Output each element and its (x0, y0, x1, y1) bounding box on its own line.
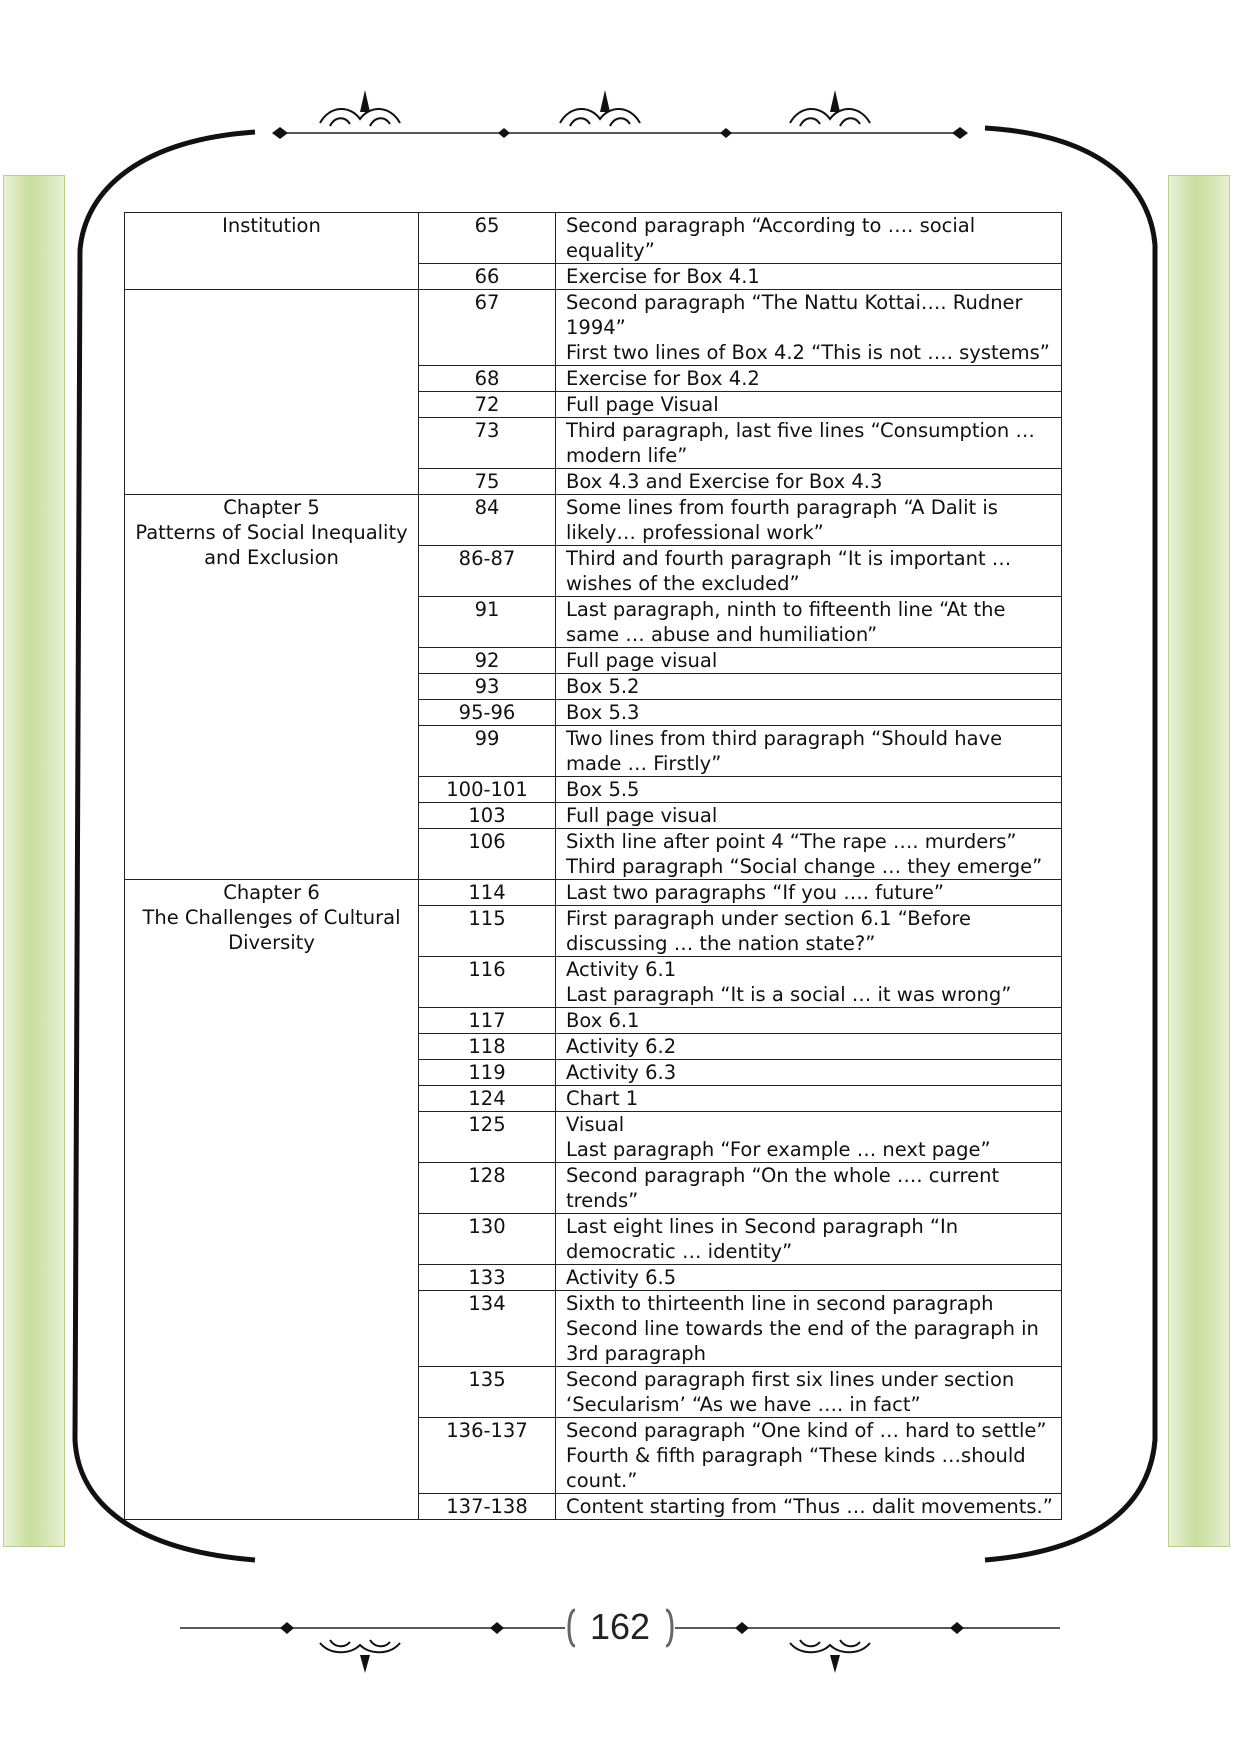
page-cell: 68 (419, 366, 556, 392)
description-cell (556, 366, 1062, 392)
chapter-line: Chapter 6 (223, 881, 320, 904)
description-cell (556, 392, 1062, 418)
page-cell: 116 (419, 957, 556, 1008)
chapter-line: Chapter 5 (223, 496, 320, 519)
description-line: Third paragraph “Social change … they emerge” (566, 855, 1043, 878)
table-row (125, 880, 1062, 906)
description-line: Full page visual (566, 649, 718, 672)
description-line: Sixth line after point 4 “The rape …. murders” (566, 830, 1017, 853)
description-cell (556, 469, 1062, 495)
description-cell (556, 648, 1062, 674)
page-cell: 73 (419, 418, 556, 469)
page-cell: 136-137 (419, 1418, 556, 1494)
description-line: Second paragraph “On the whole …. current (566, 1164, 1000, 1187)
description-line: Content starting from “Thus … dalit movements.” (566, 1495, 1053, 1518)
chapter-line: Institution (222, 214, 321, 237)
description-line: Chart 1 (566, 1087, 639, 1110)
description-line: Full page Visual (566, 393, 719, 416)
top-ornament-icon (272, 90, 968, 139)
chapter-cell (125, 495, 419, 880)
description-cell (556, 290, 1062, 366)
page-cell: 117 (419, 1008, 556, 1034)
description-cell (556, 700, 1062, 726)
description-line: Third paragraph, last five lines “Consumption … (566, 419, 1035, 442)
description-line: Last paragraph, ninth to fifteenth line “At the (566, 598, 1006, 621)
page-cell: 130 (419, 1214, 556, 1265)
description-line: Fourth & fifth paragraph “These kinds …should (566, 1444, 1026, 1467)
page-cell: 106 (419, 829, 556, 880)
description-line: equality” (566, 239, 655, 262)
description-line: Exercise for Box 4.2 (566, 367, 760, 390)
description-cell (556, 726, 1062, 777)
page-cell: 119 (419, 1060, 556, 1086)
content-table (124, 212, 1062, 1520)
table-row (125, 213, 1062, 264)
description-line: Box 5.5 (566, 778, 640, 801)
description-cell (556, 829, 1062, 880)
description-line: Activity 6.5 (566, 1266, 677, 1289)
description-cell (556, 1494, 1062, 1520)
description-line: democratic … identity” (566, 1240, 793, 1263)
description-cell (556, 1112, 1062, 1163)
description-cell (556, 906, 1062, 957)
page-cell: 72 (419, 392, 556, 418)
description-line: Activity 6.1 (566, 958, 677, 981)
description-cell (556, 957, 1062, 1008)
description-line: discussing … the nation state?” (566, 932, 876, 955)
chapter-line: Diversity (228, 931, 315, 954)
description-cell (556, 1163, 1062, 1214)
table-row (125, 495, 1062, 546)
description-line: Second paragraph “According to …. social (566, 214, 976, 237)
page-cell: 92 (419, 648, 556, 674)
page-cell: 124 (419, 1086, 556, 1112)
page-cell: 66 (419, 264, 556, 290)
description-line: Box 5.2 (566, 675, 640, 698)
chapter-line: The Challenges of Cultural (142, 906, 401, 929)
description-line: Box 4.3 and Exercise for Box 4.3 (566, 470, 883, 493)
description-line: Exercise for Box 4.1 (566, 265, 760, 288)
description-cell (556, 1214, 1062, 1265)
chapter-cell (125, 290, 419, 495)
description-line: Last eight lines in Second paragraph “In (566, 1215, 959, 1238)
description-cell (556, 1086, 1062, 1112)
description-line: Activity 6.3 (566, 1061, 677, 1084)
page-cell: 115 (419, 906, 556, 957)
description-line: Sixth to thirteenth line in second paragraph (566, 1292, 994, 1315)
description-line: ‘Secularism’ “As we have …. in fact” (566, 1393, 921, 1416)
description-line: Activity 6.2 (566, 1035, 677, 1058)
description-cell (556, 803, 1062, 829)
description-cell (556, 495, 1062, 546)
page-cell: 128 (419, 1163, 556, 1214)
page-cell: 95-96 (419, 700, 556, 726)
description-cell (556, 1265, 1062, 1291)
description-line: modern life” (566, 444, 688, 467)
description-line: count.” (566, 1469, 638, 1492)
description-line: 1994” (566, 316, 626, 339)
page-cell: 100-101 (419, 777, 556, 803)
page-cell: 133 (419, 1265, 556, 1291)
description-line: Two lines from third paragraph “Should have (566, 727, 1003, 750)
description-line: Third and fourth paragraph “It is important … (566, 547, 1012, 570)
description-line: 3rd paragraph (566, 1342, 707, 1365)
description-cell (556, 1060, 1062, 1086)
description-line: Second paragraph “The Nattu Kottai…. Rudner (566, 291, 1023, 314)
description-line: Last two paragraphs “If you …. future” (566, 881, 945, 904)
description-line: same … abuse and humiliation” (566, 623, 878, 646)
chapter-cell (125, 880, 419, 1520)
chapter-line: and Exclusion (204, 546, 339, 569)
page-cell: 135 (419, 1367, 556, 1418)
chapter-line: Patterns of Social Inequality (135, 521, 408, 544)
page-cell: 118 (419, 1034, 556, 1060)
description-cell (556, 1034, 1062, 1060)
description-cell (556, 1367, 1062, 1418)
description-line: Some lines from fourth paragraph “A Dalit is (566, 496, 998, 519)
description-line: Box 5.3 (566, 701, 640, 724)
description-cell (556, 1291, 1062, 1367)
description-cell (556, 777, 1062, 803)
page-cell: 65 (419, 213, 556, 264)
page-cell: 86-87 (419, 546, 556, 597)
description-line: Second paragraph “One kind of … hard to settle” (566, 1419, 1047, 1442)
page-cell: 91 (419, 597, 556, 648)
description-line: Second line towards the end of the paragraph in (566, 1317, 1039, 1340)
page-cell: 125 (419, 1112, 556, 1163)
description-cell (556, 1418, 1062, 1494)
page-cell: 137-138 (419, 1494, 556, 1520)
description-line: likely… professional work” (566, 521, 824, 544)
page-cell: 134 (419, 1291, 556, 1367)
content-table-body (125, 213, 1062, 1520)
description-line: Box 6.1 (566, 1009, 640, 1032)
description-cell (556, 213, 1062, 264)
page-cell: 84 (419, 495, 556, 546)
description-line: Last paragraph “It is a social … it was wrong” (566, 983, 1012, 1006)
description-cell (556, 418, 1062, 469)
page-number: 162 (589, 1606, 651, 1647)
description-line: Second paragraph first six lines under section (566, 1368, 1015, 1391)
description-line: Visual (566, 1113, 625, 1136)
description-line: First paragraph under section 6.1 “Before (566, 907, 972, 930)
description-cell (556, 264, 1062, 290)
description-cell (556, 546, 1062, 597)
description-cell (556, 880, 1062, 906)
description-line: Full page visual (566, 804, 718, 827)
chapter-cell (125, 213, 419, 290)
description-line: made … Firstly” (566, 752, 722, 775)
description-line: trends” (566, 1189, 639, 1212)
description-cell (556, 1008, 1062, 1034)
description-line: wishes of the excluded” (566, 572, 800, 595)
page-cell: 103 (419, 803, 556, 829)
description-cell (556, 674, 1062, 700)
description-line: First two lines of Box 4.2 “This is not …. systems” (566, 341, 1050, 364)
page-cell: 114 (419, 880, 556, 906)
page-cell: 67 (419, 290, 556, 366)
page-cell: 75 (419, 469, 556, 495)
description-line: Last paragraph “For example … next page” (566, 1138, 991, 1161)
page-cell: 99 (419, 726, 556, 777)
table-row (125, 290, 1062, 366)
page-cell: 93 (419, 674, 556, 700)
description-cell (556, 597, 1062, 648)
